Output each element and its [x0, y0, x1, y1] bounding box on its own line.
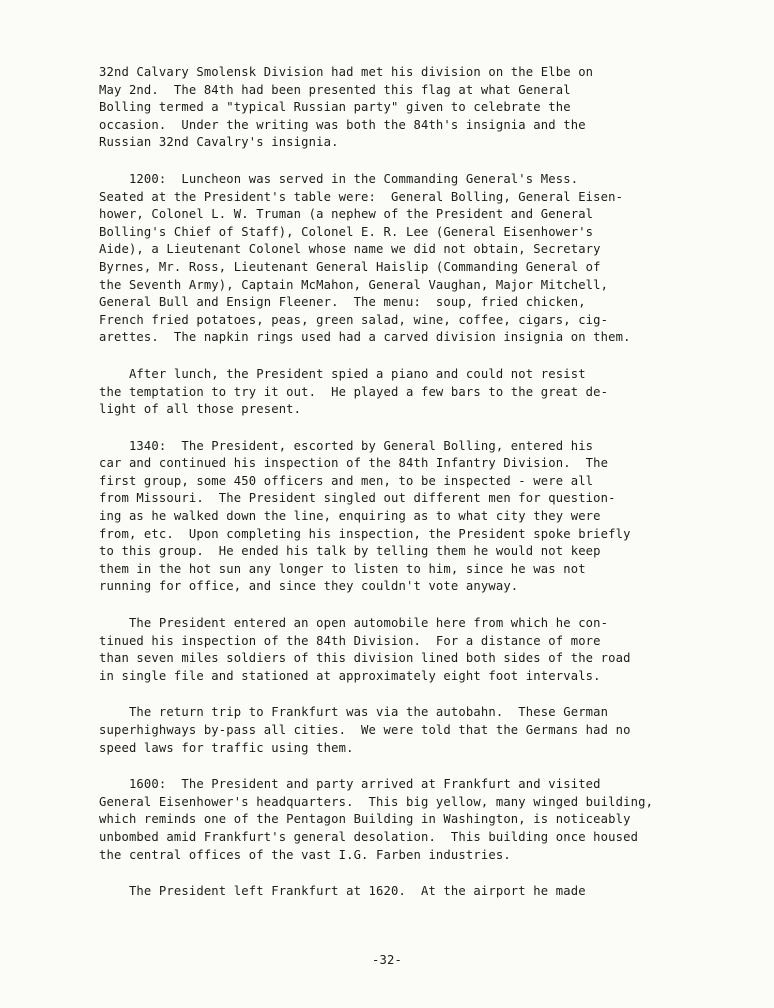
text-line: superhighways by-pass all cities. We were told that the Germans had no	[99, 723, 631, 737]
text-line: car and continued his inspection of the 84th Infantry Division. The	[99, 456, 609, 471]
paragraph	[99, 615, 699, 685]
text-line: than seven miles soldiers of this division lined both sides of the road	[99, 651, 631, 666]
text-line: the central offices of the vast I.G. Farben industries.	[99, 847, 511, 862]
text-line: 32nd Calvary Smolensk Division had met his division on the Elbe on	[99, 65, 594, 79]
text-line: arettes. The napkin rings used had a carved division insignia on them.	[99, 330, 631, 345]
text-line: tinued his inspection of the 84th Division. For a distance of more	[99, 633, 601, 648]
text-line: which reminds one of the Pentagon Building in Washington, is noticeably	[99, 812, 631, 827]
text-line: unbombed amid Frankfurt's general desolation. This building once housed	[99, 829, 639, 844]
text-line: running for office, and since they couldn't vote anyway.	[99, 579, 519, 594]
text-line: Byrnes, Mr. Ross, Lieutenant General Haislip (Commanding General of	[99, 259, 601, 274]
text-line: speed laws for traffic using them.	[99, 740, 354, 755]
text-line: General Bull and Ensign Fleener. The menu: soup, fried chicken,	[99, 295, 586, 310]
paragraph	[99, 883, 699, 901]
paragraph	[99, 704, 699, 757]
text-line: Bolling termed a "typical Russian party" given to celebrate the	[99, 100, 571, 115]
text-line: hower, Colonel L. W. Truman (a nephew of the President and General	[99, 207, 594, 222]
text-line: the temptation to try it out. He played a few bars to the great de-	[99, 384, 609, 399]
text-line: Bolling's Chief of Staff), Colonel E. R. Lee (General Eisenhower's	[99, 224, 594, 239]
text-line: The return trip to Frankfurt was via the autobahn. These German	[99, 705, 609, 720]
paragraph	[99, 366, 699, 419]
text-line: from, etc. Upon completing his inspection, the President spoke briefly	[99, 526, 631, 541]
page-number: -32-	[372, 953, 402, 967]
text-line: 1200: Luncheon was served in the Commanding General's Mess.	[99, 171, 579, 186]
text-line: them in the hot sun any longer to listen to him, since he was not	[99, 561, 586, 576]
text-line: the Seventh Army), Captain McMahon, General Vaughan, Major Mitchell,	[99, 277, 609, 292]
text-line: Seated at the President's table were: General Bolling, General Eisen-	[99, 189, 624, 204]
paragraph	[99, 171, 699, 347]
text-line: ing as he walked down the line, enquiring as to what city they were	[99, 509, 601, 524]
text-line: Aide), a Lieutenant Colonel whose name we did not obtain, Secretary	[99, 242, 601, 257]
text-line: The President entered an open automobile here from which he con-	[99, 616, 609, 631]
text-line: French fried potatoes, peas, green salad, wine, coffee, cigars, cig-	[99, 312, 609, 327]
text-line: The President left Frankfurt at 1620. At the airport he made	[99, 884, 586, 899]
text-line: first group, some 450 officers and men, to be inspected - were all	[99, 473, 594, 488]
text-line: in single file and stationed at approximately eight foot intervals.	[99, 668, 601, 683]
text-line: occasion. Under the writing was both the 84th's insignia and the	[99, 117, 586, 132]
text-line: 1600: The President and party arrived at Frankfurt and visited	[99, 777, 601, 792]
paragraph	[99, 64, 699, 152]
text-line: light of all those present.	[99, 402, 302, 417]
paragraph	[99, 776, 699, 864]
text-line: to this group. He ended his talk by telling them he would not keep	[99, 544, 601, 559]
text-line: After lunch, the President spied a piano and could not resist	[99, 366, 586, 381]
text-line: from Missouri. The President singled out different men for question-	[99, 491, 616, 506]
text-line: General Eisenhower's headquarters. This big yellow, many winged building,	[99, 794, 654, 809]
paragraph	[99, 438, 699, 596]
text-line: May 2nd. The 84th had been presented this flag at what General	[99, 82, 571, 97]
text-line: 1340: The President, escorted by General Bolling, entered his	[99, 438, 594, 453]
body-text	[99, 64, 699, 920]
text-line: Russian 32nd Cavalry's insignia.	[99, 135, 339, 150]
